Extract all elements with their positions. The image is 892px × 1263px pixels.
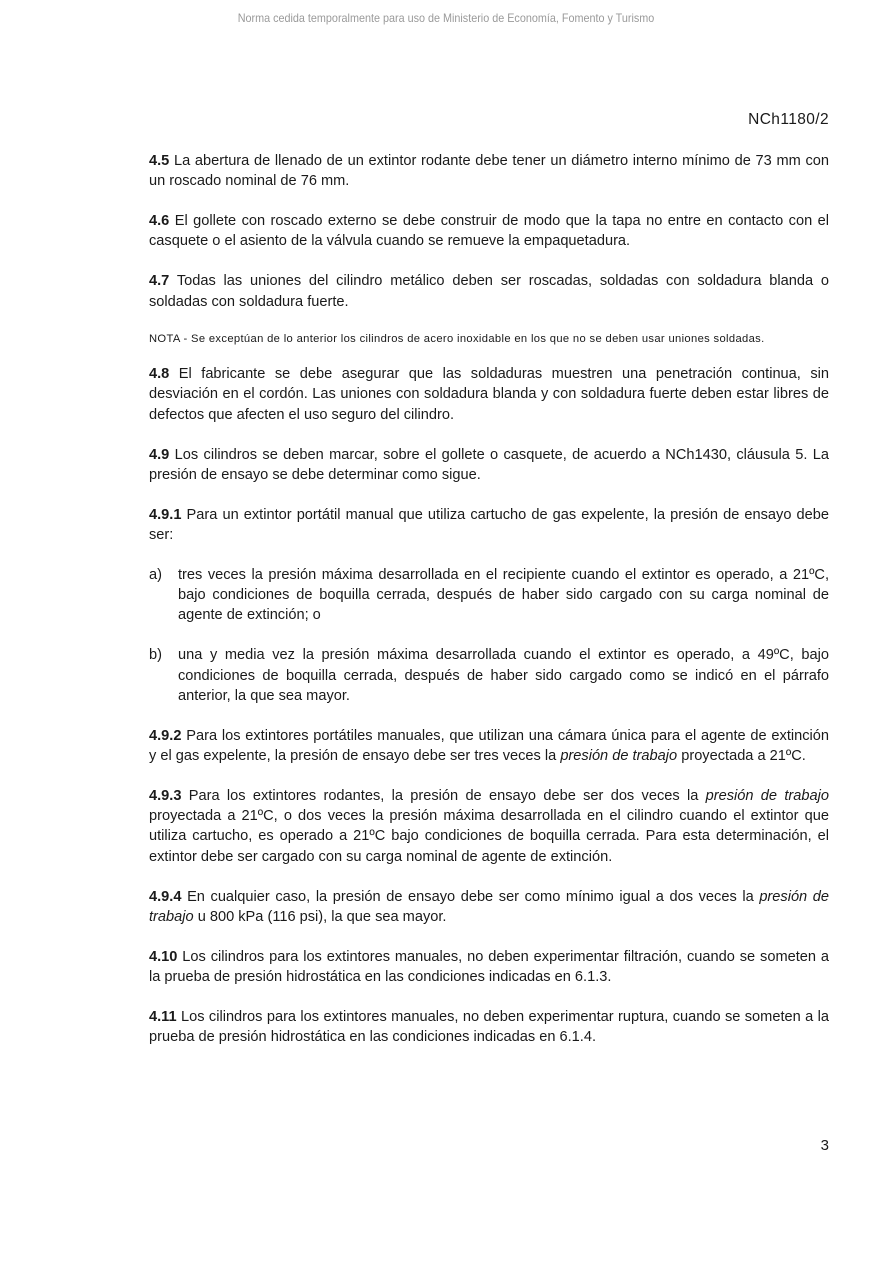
clause-4-9-1 <box>149 505 829 545</box>
clause-text: La abertura de llenado de un extintor rodante debe tener un diámetro interno mínimo de 73 mm con un roscado nominal de 76 mm. <box>149 153 829 190</box>
clause-number: 4.9 <box>149 446 170 463</box>
clause-text: En cualquier caso, la presión de ensayo debe ser como mínimo igual a dos veces la <box>187 888 754 905</box>
clause-text: Los cilindros para los extintores manuales, no deben experimentar ruptura, cuando se someten a la prueba de presión hidrostática en las condiciones indicadas en 6.1.4. <box>149 1008 829 1046</box>
list-text: tres veces la presión máxima desarrollada en el recipiente cuando el extintor es operado, a 21ºC, bajo condiciones de boquilla cerrada, después de haber sido cargado con su carga nominal de agente de extinción; o <box>178 566 829 624</box>
list-item-a <box>149 565 829 626</box>
list-marker: b) <box>149 647 162 664</box>
clause-4-8 <box>149 364 829 425</box>
clause-4-9 <box>149 445 829 485</box>
list-item-b <box>149 645 829 706</box>
clause-number: 4.9.3 <box>149 787 182 804</box>
clause-text: Los cilindros se deben marcar, sobre el gollete o casquete, de acuerdo a NCh1430, cláusula 5. La presión de ensayo se debe determinar como sigue. <box>149 446 829 483</box>
clause-4-9-3 <box>149 786 829 867</box>
clause-text: proyectada a 21ºC, o dos veces la presión máxima desarrollada en el cilindro cuando el extintor que utiliza cartucho, es operado a 21ºC bajo condiciones de boquilla cerrada. Para esta determinación, el extintor debe ser cargado con su carga nominal de agente de extinción. <box>149 808 829 865</box>
clause-number: 4.9.2 <box>149 727 182 744</box>
clause-text: u 800 kPa (116 psi), la que sea mayor. <box>197 908 447 925</box>
clause-text: Para los extintores rodantes, la presión de ensayo debe ser dos veces la <box>188 787 699 804</box>
list-text: una y media vez la presión máxima desarrollada cuando el extintor es operado, a 49ºC, bajo condiciones de boquilla cerrada, después de haber sido cargado como se indicó en el párrafo anterior, la que sea mayor. <box>178 647 829 704</box>
clause-number: 4.6 <box>149 213 170 230</box>
clause-italic-term: presión de trabajo <box>705 787 829 804</box>
clause-number: 4.10 <box>149 948 178 965</box>
clause-4-11 <box>149 1007 829 1047</box>
clause-4-5 <box>149 151 829 191</box>
clause-4-7 <box>149 271 829 311</box>
clause-text: Para los extintores portátiles manuales, que utilizan una cámara única para el agente de extinción y el gas expelente, la presión de ensayo debe ser tres veces la <box>149 727 830 764</box>
document-body <box>149 151 829 1067</box>
clause-text: Los cilindros para los extintores manuales, no deben experimentar filtración, cuando se someten a la prueba de presión hidrostática en las condiciones indicadas en 6.1.3. <box>149 948 830 985</box>
clause-number: 4.5 <box>149 153 170 169</box>
clause-number: 4.11 <box>149 1008 177 1025</box>
clause-text: El gollete con roscado externo se debe construir de modo que la tapa no entre en contacto con el casquete o el asiento de la válvula cuando se remueve la empaquetadura. <box>149 213 830 250</box>
clause-4-9-4 <box>149 887 829 927</box>
document-code: NCh1180/2 <box>748 111 829 128</box>
clause-text: Para un extintor portátil manual que utiliza cartucho de gas expelente, la presión de ensayo debe ser: <box>149 506 829 543</box>
clause-number: 4.8 <box>149 366 170 383</box>
clause-text: Todas las uniones del cilindro metálico deben ser roscadas, soldadas con soldadura blanda o soldadas con soldadura fuerte. <box>149 273 829 310</box>
page-number: 3 <box>820 1137 829 1154</box>
clause-number: 4.9.4 <box>149 888 182 905</box>
clause-4-10 <box>149 947 829 987</box>
clause-italic-term: presión de trabajo <box>149 888 830 925</box>
note: NOTA - Se exceptúan de lo anterior los cilindros de acero inoxidable en los que no se deben usar uniones soldadas. <box>149 332 765 345</box>
clause-text: proyectada a 21ºC. <box>681 747 806 764</box>
watermark: Norma cedida temporalmente para uso de Ministerio de Economía, Fomento y Turismo <box>237 11 655 25</box>
clause-4-9-2 <box>149 726 829 766</box>
clause-text: El fabricante se debe asegurar que las soldaduras muestren una penetración continua, sin desviación en el cordón. Las uniones con soldadura blanda y con soldadura fuerte deben estar libres de defectos que afecten el uso seguro del cilindro. <box>149 366 829 423</box>
list-marker: a) <box>149 566 162 583</box>
clause-number: 4.9.1 <box>149 506 182 523</box>
clause-italic-term: presión de trabajo <box>560 747 678 764</box>
clause-number: 4.7 <box>149 273 170 290</box>
clause-4-6 <box>149 211 829 251</box>
